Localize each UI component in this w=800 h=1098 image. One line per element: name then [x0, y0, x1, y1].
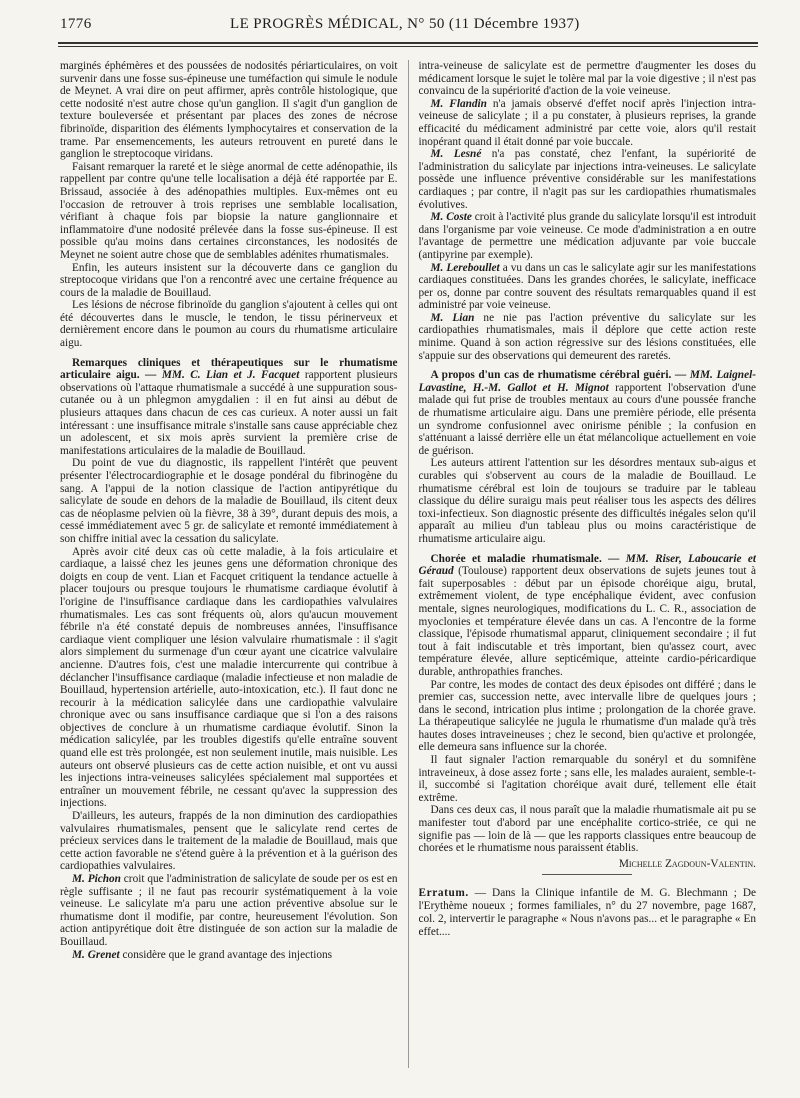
right-column	[419, 60, 757, 1068]
paragraph-text: considère que le grand avantage des injections	[122, 948, 333, 961]
section-rhumatisme-cerebral	[419, 369, 757, 457]
section-choree	[419, 553, 757, 679]
section-remarques	[60, 357, 398, 458]
paragraph-text: a vu dans un cas le salicylate agir sur les manifestations cardiaques constituées. Dans les grandes chorées, le salicylate, inefficace per os, donne par contre souvent des résultats remarquables quand il est administré par voie veineuse.	[418, 261, 756, 312]
paragraph	[419, 312, 757, 362]
paragraph: Par contre, les modes de contact des deux épisodes ont différé ; dans le premier cas, succession nette, avec intervalle libre de quelques jours ; dans le second, intrication plus intime ; prolongation de la chorée grave. La thérapeutique salicylée ne jugula le rhumatisme d'un malade qu'à très hautes doses intraveineuses ; chez le second, bien qu'active et prolongée, elle demeura sans influence sur la chorée.	[418, 678, 756, 754]
speaker-name: M. Flandin	[430, 97, 487, 110]
paragraph-text: ne nie pas l'action préventive du salicylate sur les cardiopathies rhumatismales, mais il déplore que cette action reste minime. Quand à son action régressive sur des lésions constituées, elle s'appuie sur des observations qui demeurent des raretés.	[418, 311, 756, 362]
erratum-note	[419, 887, 757, 938]
paragraph-text: croit à l'activité plus grande du salicylate lorsqu'il est introduit dans l'organisme par voie veineuse. Ce mode d'administration a en outre l'avantage de permettre une médication adjuvante par voie buccale (antipyrine par exemple).	[418, 211, 756, 261]
paragraph: Du point de vue du diagnostic, ils rappellent l'intérêt que peuvent présenter l'électrocardiographie et le dosage pondéral du fibrinogène du sang. A l'appui de la notion classique de l'action antipyrétique du salicylate de soude en dehors de la maladie de Bouillaud, ils citent deux cas de néoplasme pelvien où la fièvre, 38 à 39°, durant depuis des mois, a cessé immédiatement avec 5 gr. de salicylate et remonté immédiatement à son chiffre initial avec la cessation du salicylate.	[60, 457, 398, 545]
paragraph-text: rapportent plusieurs observations où l'attaque rhumatismale a succédé à une suppuration sous-cutanée ou à un phlegmon amygdalien : il en fut ainsi au début de plusieurs attaques dans chacun de ces cas curieux. A noter aussi un fait intéressant : une insuffisance mitrale s'installe sans cause appréciable chez un adolescent, et six mois après survient la première crise de manifestations articulaires de la maladie de Bouillaud.	[60, 369, 398, 457]
author-signature: Michelle Zagdoun-Valentin.	[618, 857, 756, 870]
left-column	[60, 60, 398, 1068]
paragraph: Après avoir cité deux cas où cette maladie, à la fois articulaire et cardiaque, a laissé chez les jeunes gens une déformation chronique des doigts en coup de vent. Lian et Facquet critiquent la tendance actuelle à placer toujours ou presque toujours le rhumatisme cardiaque évolutif à l'origine de l'insuffisance cardiaque dans les cardiopathies valvulaires rhumatismales. Les cas sont fréquents où, alors qu'aucun mouvement fébrile n'a été constaté depuis de nombreuses années, l'insuffisance cardiaque vient compliquer une lésion valvulaire rhumatismale : il s'agit alors simplement du surmenage d'un cœur ayant une cicatrice valvulaire ancienne. D'autres fois, c'est une maladie intercurrente qui contribue à déclancher l'insuffisance cardiaque (maladie infectieuse et non maladie de Bouillaud, hypertension artérielle, auto-intoxication, etc.). Il faut donc ne recourir à la médication salicylée dans une cardiopathie valvulaire chronique avec ou sans insuffisance cardiaque que si l'on a des raisons objectives de conclure à un rhumatisme cardiaque évolutif. Sinon la médication salicylée, par les troubles digestifs qu'elle entraîne souvent quand elle est très prolongée, est non seulement inutile, mais nuisible. Les auteurs ont observé plusieurs cas de cette action nuisible, et ont vu aussi les injections intra-veineuses salicylées spécialement mal supportées et entraîner un mouvement fébrile, ne cessant qu'avec la suppression des injections.	[60, 545, 398, 810]
section-heading: Remarques cliniques et thérapeutiques sur le rhumatisme articulaire aigu.	[60, 356, 398, 382]
paragraph-text: n'a pas constaté, chez l'enfant, la supériorité de l'administration du salicylate par injections intra-veineuses. Le salicylate possède une influence préventive considérable sur les manifestations cardiaques ; par contre, il n'agit pas sur les cardiopathies rhumatismales évolutives.	[418, 148, 756, 211]
speaker-name: M. Coste	[430, 211, 472, 224]
page-number: 1776	[60, 15, 92, 32]
paragraph: Faisant remarquer la rareté et le siège anormal de cette adénopathie, ils rappellent par contre qu'une telle localisation a déjà été rapportée par E. Brissaud, associée à des adénopathies multiples. Eux-mêmes ont eu l'occasion de retrouver à trois reprises une semblable localisation, vérifiant à chaque fois par biopsie la nature ganglionnaire et inflammatoire d'une nodosité prélevée dans la fosse sus-épineuse. Il est possible qu'au moins dans certaines circonstances, les nodosités de Meynet ne soient autre chose que de semblables adénites rhumatismales.	[60, 160, 398, 261]
paragraph	[419, 148, 757, 211]
section-heading: Chorée et maladie rhumatismale.	[430, 552, 602, 565]
running-title: LE PROGRÈS MÉDICAL, N° 50 (11 Décembre 1937)	[230, 15, 580, 32]
erratum-text: — Dans la Clinique infantile de M. G. Blechmann ; De l'Erythème noueux ; formes familiales, n° du 27 novembre, page 1687, col. 2, intervertir le paragraphe « Nous n'avons pas... et le paragraphe « En effet....	[418, 887, 756, 938]
paragraph	[419, 211, 757, 261]
speaker-name: M. Pichon	[72, 873, 121, 885]
erratum-heading: Erratum.	[418, 887, 469, 900]
page-header	[60, 10, 756, 38]
paragraph	[60, 873, 398, 949]
paragraph: Il faut signaler l'action remarquable du sonéryl et du somnifène intraveineux, à dose assez forte ; sans elle, les malades auraient, semble-t-il, succombé si l'agitation choréique avait duré, tellement elle était extrême.	[418, 754, 756, 804]
paragraph: intra-veineuse de salicylate est de permettre d'augmenter les doses du médicament lorsque le sujet le tolère mal par la voie digestive ; il n'est pas convaincu de la supériorité d'action de la voie veineuse.	[418, 60, 756, 98]
section-authors: — MM. Laignel-Lavastine, H.-M. Gallot et H. Mignot	[418, 369, 756, 394]
paragraph: Les auteurs attirent l'attention sur les désordres mentaux sub-aigus et curables qui s'observent au cours de la maladie de Bouillaud. Le rhumatisme cérébral est loin de toujours se traduire par le tableau classique du délire suraigu mais peut réaliser tous les aspects des délires toxi-infectieux. Son diagnostic présente des difficultés inégales selon qu'il apparaît au milieu d'un tableau plus ou moins caractéristique de rhumatisme articulaire aigu.	[418, 457, 756, 545]
paragraph: Dans ces deux cas, il nous paraît que la maladie rhumatismale ait pu se manifester tout d'abord par une encéphalite cortico-striée, ce qui ne signifie pas — loin de là — que les rapports classiques entre beaucoup de chorées et le rhumatisme nous paraissent établis.	[418, 804, 756, 855]
speaker-name: M. Grenet	[72, 948, 120, 961]
paragraph-text: croit que l'administration de salicylate de soude per os est en règle suffisante ; il ne faut pas recourir systématiquement à la voie veineuse. Le salicylate m'a paru une action préventive absolue sur le rhumatisme dont il modifie, par contre, heureusement l'évolution. Son action antipyrétique doit être distinguée de son action sur la maladie de Bouillaud.	[60, 873, 398, 948]
paragraph: Enfin, les auteurs insistent sur la découverte dans ce ganglion du streptocoque viridans que l'on a rencontré avec une certaine fréquence au cours de la maladie de Bouillaud.	[60, 261, 398, 299]
paragraph: marginés éphémères et des poussées de nodosités périarticulaires, on voit survenir dans une fosse sus-épineuse une tuméfaction qui simule le nodule de Meynet. A vrai dire on peut affirmer, après contrôle histologique, que cette nodosité n'est autre chose qu'un ganglion. Il s'agit d'un ganglion de texture bouleversée et présentant par places des zones de nécrose fibrinoïde, disparition des éléments lymphocytaires et conservation de la trame. Par ensemencements, les auteurs retrouvent en pureté dans le ganglion le streptocoque viridans.	[60, 60, 398, 161]
signature-rule	[542, 874, 632, 875]
section-authors: — MM. Riser, Laboucarie et Géraud	[418, 552, 756, 578]
paragraph	[419, 262, 757, 312]
paragraph	[419, 98, 757, 148]
column-divider	[408, 60, 409, 1068]
section-heading: A propos d'un cas de rhumatisme cérébral guéri.	[430, 369, 672, 382]
paragraph	[60, 949, 398, 962]
speaker-name: M. Lesné	[430, 148, 482, 161]
header-rule	[58, 42, 758, 47]
paragraph-text: (Toulouse) rapportent deux observations de sujets jeunes tout à fait superposables : début par un épisode choréique aigu, brutal, extrêmement violent, de type encéphalique évident, avec confusion mentale, signes neurologiques, modifications du L. C. R., association de myoclonies et température élevée dans un cas. A l'encontre de la forme classique, l'épisode rhumatismal apparut, cliniquement secondaire ; il fut tout à fait indiscutable et très important, bien qu'assez court, avec température élevée, allure septicémique, atteinte cardio-péricardique durable, anthropathies franches.	[418, 565, 756, 678]
speaker-name: M. Lian	[430, 311, 475, 324]
paragraph: Les lésions de nécrose fibrinoïde du ganglion s'ajoutent à celles qui ont été découvertes dans le muscle, le tendon, le tissu périnerveux et dernièrement encore dans le poumon au cours du rhumatisme articulaire aigu.	[60, 299, 398, 350]
paragraph-text: rapportent l'observation d'une malade qui fut prise de troubles mentaux au cours d'une poussée franche de rhumatisme articulaire aigu. Dans une première période, elle présenta un syndrome confusionnel avec onirisme pénible ; la confusion en s'atténuant a laissé derrière elle un état mélancolique actuellement en voie de guérison.	[418, 381, 756, 457]
speaker-name: M. Lereboullet	[430, 261, 500, 274]
text-columns	[60, 60, 756, 1068]
paragraph: D'ailleurs, les auteurs, frappés de la non diminution des cardiopathies valvulaires rhumatismales, pensent que le salicylate rend certes de précieux services dans le traitement de la maladie de Bouillaud, mais que cette action favorable ne s'étend guère à la prévention et à la guérison des cardiopathies valvulaires.	[60, 810, 398, 873]
paragraph-text: n'a jamais observé d'effet nocif après l'injection intra-veineuse de salicylate ; il a pu constater, à plusieurs reprises, la grande efficacité du médicament administré par cette voie, alors qu'il restait inopérant quand il était donné par voie buccale.	[418, 97, 756, 148]
section-authors: — MM. C. Lian et J. Facquet	[145, 369, 300, 382]
